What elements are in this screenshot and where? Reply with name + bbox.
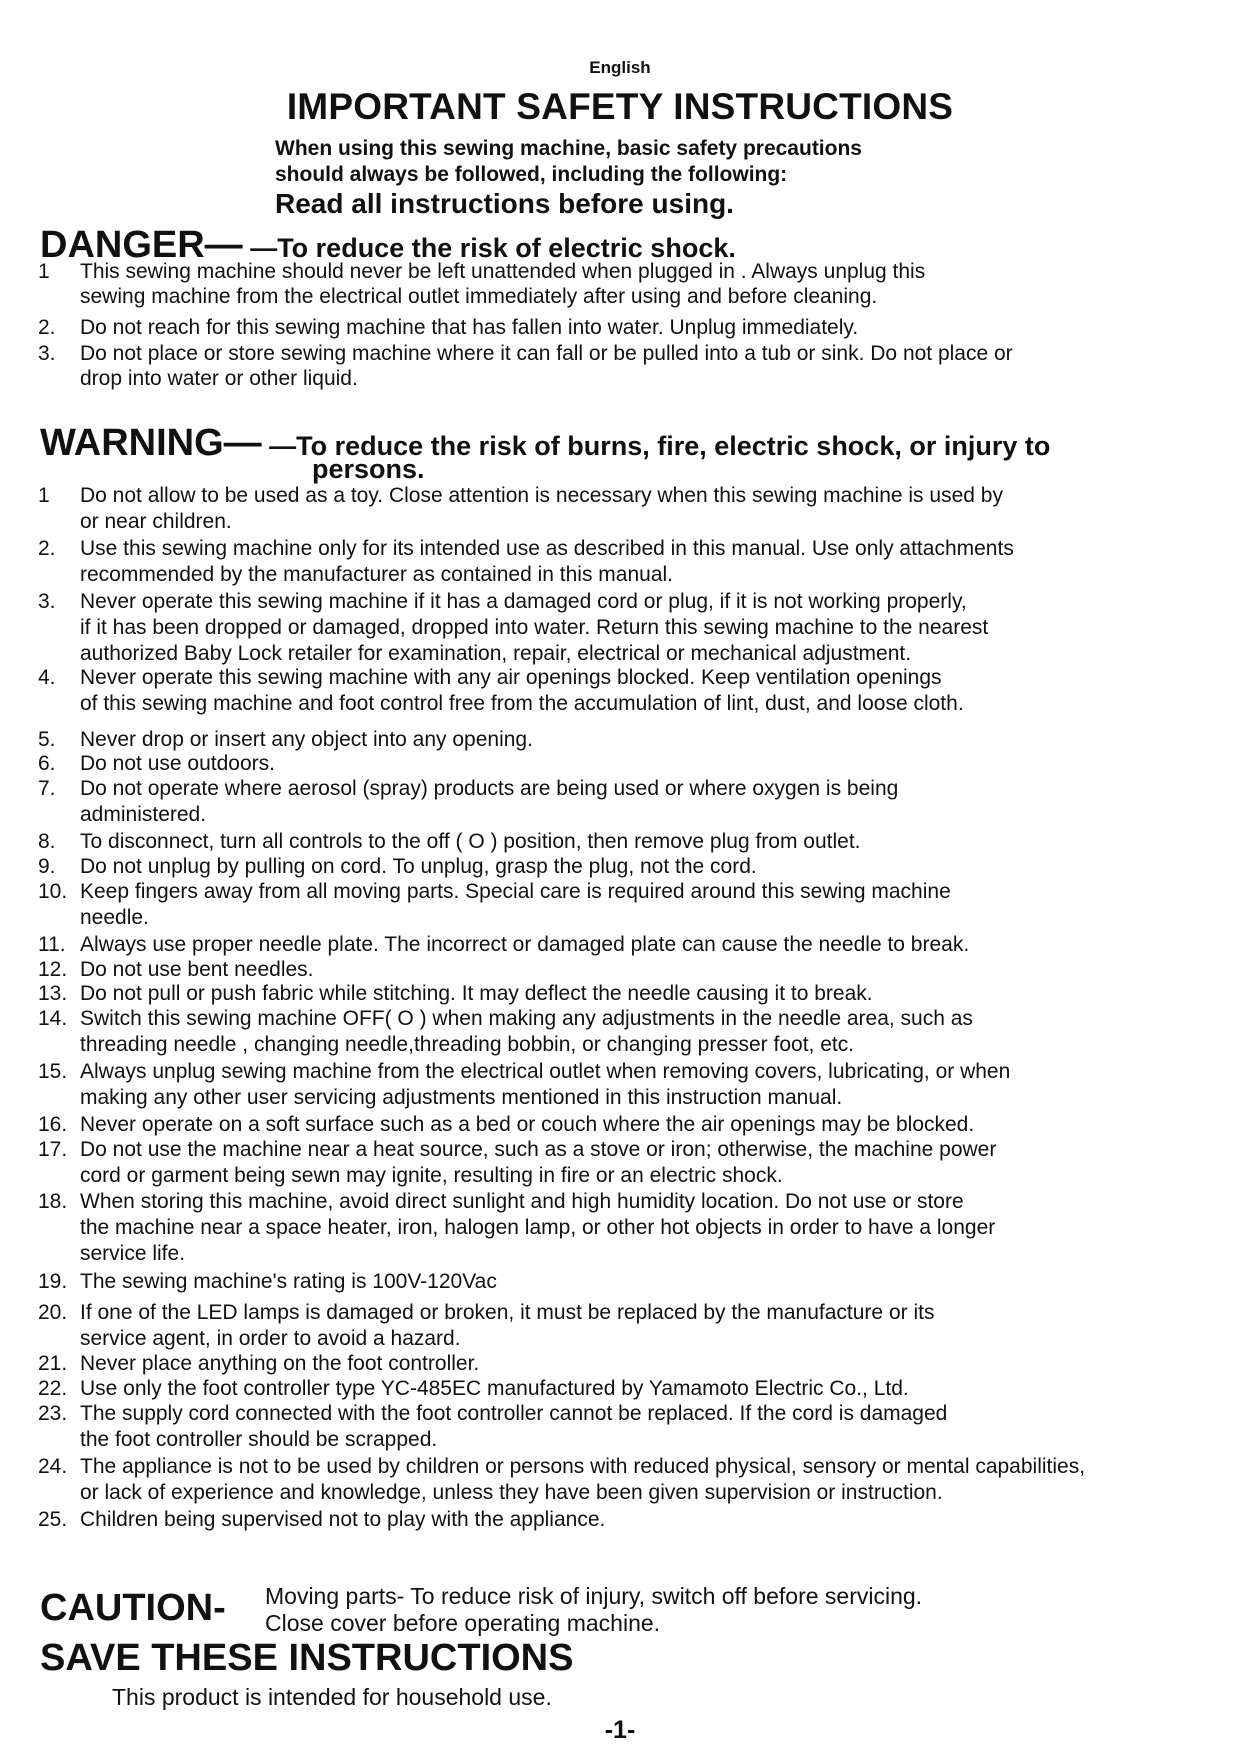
danger-subtitle: —To reduce the risk of electric shock. [242, 233, 736, 263]
item-text: To disconnect, turn all controls to the off ( O ) position, then remove plug from outlet. [80, 830, 861, 853]
caution-line-2: Close cover before operating machine. [265, 1610, 661, 1636]
item-text: of this sewing machine and foot control free from the accumulation of lint, dust, and loose cloth. [80, 692, 964, 715]
item-number: 6. [38, 752, 56, 775]
item-number: 20. [38, 1301, 68, 1324]
caution-line-1: Moving parts- To reduce risk of injury, switch off before servicing. [265, 1583, 923, 1609]
item-text: sewing machine from the electrical outlet immediately after using and before cleaning. [80, 285, 878, 308]
warning-label: WARNING— [40, 422, 262, 464]
item-text: Do not place or store sewing machine where it can fall or be pulled into a tub or sink. Do not place or [80, 342, 1013, 365]
save-instructions-heading: SAVE THESE INSTRUCTIONS [40, 1637, 574, 1679]
item-number: 12. [38, 958, 68, 981]
item-number: 19. [38, 1270, 68, 1293]
item-number: 4. [38, 666, 56, 689]
item-number: 16. [38, 1113, 68, 1136]
household-use-note: This product is intended for household use. [112, 1684, 552, 1710]
item-number: 1 [38, 484, 50, 507]
item-text: drop into water or other liquid. [80, 367, 358, 390]
caution-label: CAUTION- [40, 1587, 226, 1629]
item-text: When storing this machine, avoid direct sunlight and high humidity location. Do not use or store [80, 1190, 964, 1213]
item-number: 14. [38, 1007, 68, 1030]
item-text: service life. [80, 1242, 186, 1265]
item-text: The appliance is not to be used by children or persons with reduced physical, sensory or mental capabilities, [80, 1455, 1086, 1478]
intro-line-1: When using this sewing machine, basic safety precautions [275, 137, 862, 160]
item-number: 3. [38, 590, 56, 613]
item-text: Do not pull or push fabric while stitching. It may deflect the needle causing it to break. [80, 982, 873, 1005]
item-text: recommended by the manufacturer as contained in this manual. [80, 563, 673, 586]
item-text: Use only the foot controller type YC-485EC manufactured by Yamamoto Electric Co., Ltd. [80, 1377, 909, 1400]
item-number: 2. [38, 537, 56, 560]
item-number: 7. [38, 777, 56, 800]
intro-line-2: should always be followed, including the following: [275, 163, 788, 186]
item-number: 2. [38, 316, 56, 339]
item-text: authorized Baby Lock retailer for examination, repair, electrical or mechanical adjustment. [80, 642, 912, 665]
item-text: Do not operate where aerosol (spray) products are being used or where oxygen is being [80, 777, 899, 800]
item-text: Never operate this sewing machine if it has a damaged cord or plug, if it is not working properly, [80, 590, 967, 613]
item-text: Use this sewing machine only for its intended use as described in this manual. Use only attachments [80, 537, 1014, 560]
item-text: The supply cord connected with the foot controller cannot be replaced. If the cord is damaged [80, 1402, 948, 1425]
item-text: Children being supervised not to play with the appliance. [80, 1508, 606, 1531]
item-text: threading needle , changing needle,threading bobbin, or changing presser foot, etc. [80, 1033, 855, 1056]
item-number: 1 [38, 260, 50, 283]
page-title: IMPORTANT SAFETY INSTRUCTIONS [286, 86, 954, 127]
item-text: Do not allow to be used as a toy. Close attention is necessary when this sewing machine is used by [80, 484, 1003, 507]
item-number: 24. [38, 1455, 68, 1478]
item-number: 17. [38, 1138, 68, 1161]
item-text: The sewing machine's rating is 100V-120Vac [80, 1270, 497, 1293]
item-text: Always use proper needle plate. The incorrect or damaged plate can cause the needle to break. [80, 933, 970, 956]
item-text: Do not use the machine near a heat source, such as a stove or iron; otherwise, the machine power [80, 1138, 997, 1161]
item-text: Never operate this sewing machine with any air openings blocked. Keep ventilation openings [80, 666, 942, 689]
item-text: service agent, in order to avoid a hazard. [80, 1327, 461, 1350]
item-number: 22. [38, 1377, 68, 1400]
item-text: Keep fingers away from all moving parts. Special care is required around this sewing machine [80, 880, 951, 903]
item-text: Never place anything on the foot controller. [80, 1352, 480, 1375]
item-text: or lack of experience and knowledge, unless they have been given supervision or instruction. [80, 1481, 943, 1504]
item-number: 11. [38, 933, 66, 956]
item-number: 15. [38, 1060, 68, 1083]
item-number: 25. [38, 1508, 68, 1531]
item-text: the machine near a space heater, iron, halogen lamp, or other hot objects in order to have a longer [80, 1216, 996, 1239]
item-number: 13. [38, 982, 68, 1005]
item-text: needle. [80, 906, 149, 929]
item-text: Never drop or insert any object into any opening. [80, 728, 533, 751]
item-text: Do not unplug by pulling on cord. To unplug, grasp the plug, not the cord. [80, 855, 757, 878]
item-number: 23. [38, 1402, 68, 1425]
page-number: -1- [604, 1716, 636, 1744]
item-text: or near children. [80, 510, 232, 533]
item-text: administered. [80, 803, 207, 826]
item-text: Do not use bent needles. [80, 958, 314, 981]
warning-subtitle: —To reduce the risk of burns, fire, electric shock, or injury to [261, 431, 1051, 461]
item-text: the foot controller should be scrapped. [80, 1428, 438, 1451]
read-all-notice: Read all instructions before using. [275, 188, 734, 219]
item-number: 18. [38, 1190, 68, 1213]
item-text: Never operate on a soft surface such as a bed or couch where the air openings may be blocked. [80, 1113, 975, 1136]
item-number: 8. [38, 830, 56, 853]
item-text: if it has been dropped or damaged, dropped into water. Return this sewing machine to the nearest [80, 616, 989, 639]
item-text: Do not use outdoors. [80, 752, 275, 775]
item-number: 21. [38, 1352, 68, 1375]
item-number: 3. [38, 342, 56, 365]
item-text: This sewing machine should never be left unattended when plugged in . Always unplug this [80, 260, 926, 283]
danger-label: DANGER— [40, 224, 243, 266]
item-text: If one of the LED lamps is damaged or broken, it must be replaced by the manufacture or its [80, 1301, 935, 1324]
item-text: making any other user servicing adjustments mentioned in this instruction manual. [80, 1086, 843, 1109]
warning-heading [40, 422, 1050, 465]
item-number: 10. [38, 880, 68, 903]
item-text: Switch this sewing machine OFF( O ) when making any adjustments in the needle area, such as [80, 1007, 973, 1030]
item-number: 5. [38, 728, 56, 751]
item-number: 9. [38, 855, 56, 878]
warning-subtitle-cont: persons. [312, 454, 425, 484]
language-label: English [589, 58, 651, 77]
item-text: cord or garment being sewn may ignite, resulting in fire or an electric shock. [80, 1164, 783, 1187]
item-text: Do not reach for this sewing machine that has fallen into water. Unplug immediately. [80, 316, 859, 339]
item-text: Always unplug sewing machine from the electrical outlet when removing covers, lubricating, or when [80, 1060, 1011, 1083]
